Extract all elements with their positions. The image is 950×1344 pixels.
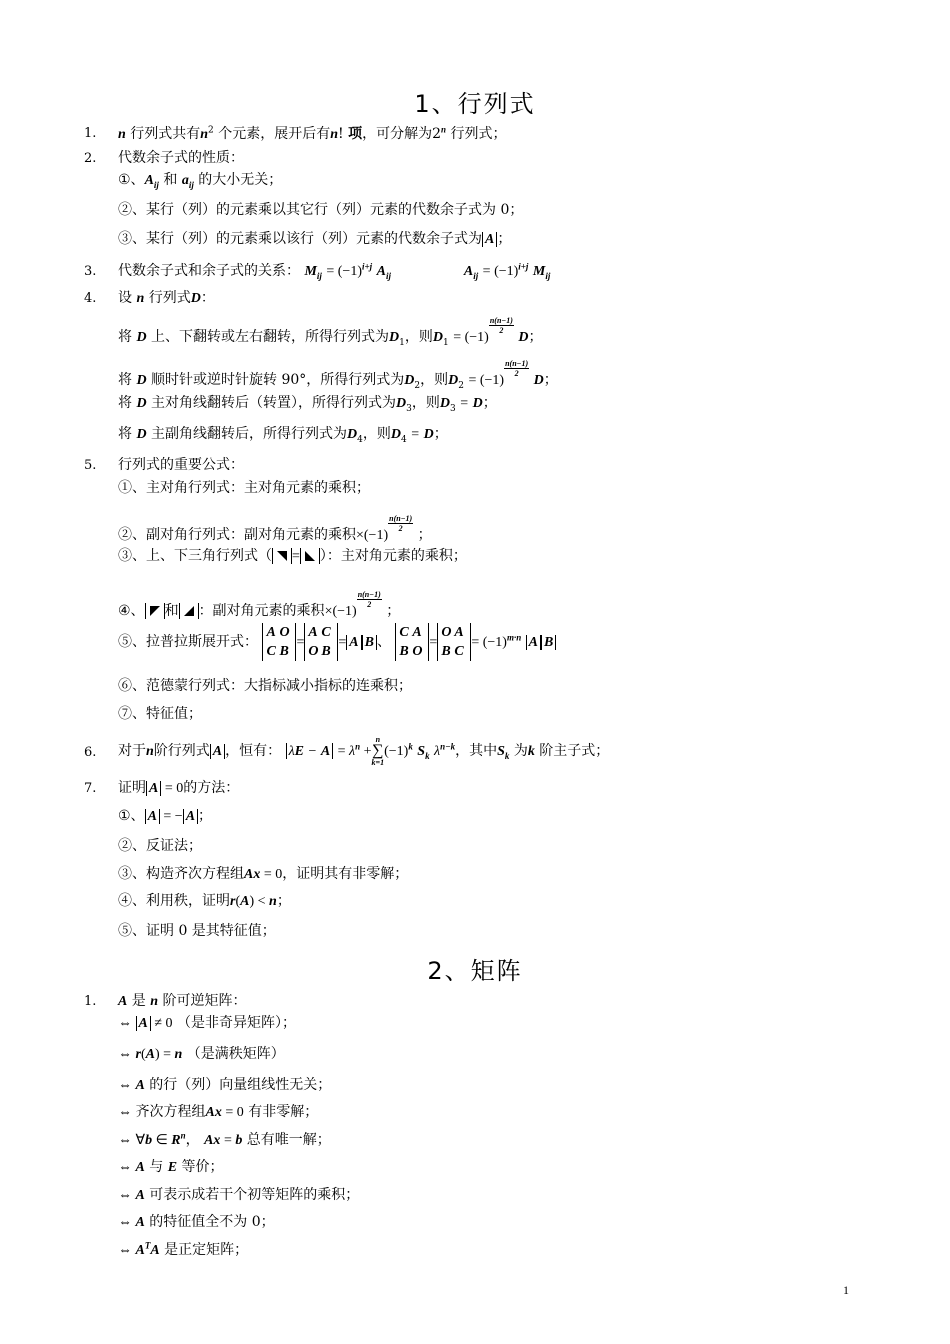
item-1-line: n 行列式共有$n^2$ 个元素，展开后有n! 项，可分解为2$^n$ 行列式； xyxy=(118,124,507,142)
item-5-g: ⑦、特征值； xyxy=(118,706,202,722)
item-5-d: ④、 和 ：副对角元素的乘积×(−1) $\frac{n(n-1)}{2}$ ； xyxy=(118,590,401,619)
item-4-heading: 设 n 行列式D： xyxy=(118,290,215,306)
page-number: 1 xyxy=(843,1283,849,1297)
anti-upper-triangle-icon xyxy=(150,606,160,616)
item-4-transpose: 将 D 主对角线翻转后（转置），所得行列式为$D_3$，则$D_3 = D$； xyxy=(118,395,497,414)
anti-lower-triangle-icon xyxy=(184,606,194,616)
lower-triangle-icon xyxy=(305,551,315,561)
section-title-determinant: 1、行列式 xyxy=(414,90,536,118)
item-2-heading: 代数余子式的性质： xyxy=(118,150,244,166)
item-number: 1. xyxy=(84,126,97,141)
upper-triangle-icon xyxy=(277,551,287,561)
item-5-c: ③、上、下三角行列式（ = ）：主对角元素的乘积； xyxy=(118,548,467,564)
item-5-f: ⑥、范德蒙行列式：大指标减小指标的连乘积； xyxy=(118,678,412,694)
item-number: 3. xyxy=(84,264,97,279)
item-number: 6. xyxy=(84,745,97,760)
item-7-b: ②、反证法； xyxy=(118,838,202,854)
item-7-d: ④、利用秩，证明r(A) < n； xyxy=(118,893,291,909)
item-2-sub-2: ②、某行（列）的元素乘以其它行（列）元素的代数余子式为 0； xyxy=(118,202,524,218)
equiv-2: ⇔ r(A) = n （是满秩矩阵） xyxy=(118,1046,285,1062)
item-5-b: ②、副对角行列式：副对角元素的乘积×(−1) $\frac{n(n-1)}{2}$ ； xyxy=(118,514,432,543)
equiv-1: ⇔ A ≠ 0 （是非奇异矩阵）； xyxy=(118,1015,296,1031)
item-number: 2. xyxy=(84,151,97,166)
item-2-sub-1: ①、$A_{ij}$ 和 $a_{ij}$ 的大小无关； xyxy=(118,172,283,190)
item-number: 7. xyxy=(84,781,97,796)
equiv-3: ⇔ A 的行（列）向量组线性无关； xyxy=(118,1077,332,1093)
item-5-heading: 行列式的重要公式： xyxy=(118,457,244,473)
item-4-anti-transpose: 将 D 主副角线翻转后，所得行列式为$D_4$，则$D_4 = D$； xyxy=(118,426,448,445)
item-6-line: 对于n阶行列式 A ，恒有： $\lambda E - A = \lambda^n$ + n ∑ k=1 $(-1)^k$ $S_k$ $\lambda^{n-k}$，其中$S_k$ 为k 阶主子式； xyxy=(118,735,610,767)
item-7-e: ⑤、证明 0 是其特征值； xyxy=(118,923,276,939)
item-3-line: 代数余子式和余子式的关系： $M_{ij} = (-1)^{i+j}$ $A_{ij}$ $A_{ij} = (-1)^{i+j}$ $M_{ij}$ xyxy=(118,261,551,281)
item-number: 1. xyxy=(84,994,97,1009)
section-title-matrix: 2、矩阵 xyxy=(427,957,523,985)
item-4-flip: 将 D 上、下翻转或左右翻转，所得行列式为$D_1$，则$D_1 = (-1)$ $\frac{n(n-1)}{2}$ D； xyxy=(118,316,543,348)
item-number: 5. xyxy=(84,458,97,473)
item-7-heading: 证明 A = 0的方法： xyxy=(118,780,240,796)
equiv-7: ⇔ A 可表示成若干个初等矩阵的乘积； xyxy=(118,1187,360,1203)
equiv-4: ⇔ 齐次方程组Ax = 0 有非零解； xyxy=(118,1104,319,1120)
item-4-rotate: 将 D 顺时针或逆时针旋转 90°，所得行列式为$D_2$，则$D_2 = (-1)$ $\frac{n(n-1)}{2}$ D； xyxy=(118,359,558,391)
equiv-8: ⇔ A 的特征值全不为 0； xyxy=(118,1214,275,1230)
equiv-9: ⇔ $A^TA$ 是正定矩阵； xyxy=(118,1240,249,1258)
item-5-e-laplace: ⑤、拉普拉斯展开式： A O C B=A C O B= A B 、 C A B O=O A B $C= (-1)^{m\cdot n}$ A B xyxy=(118,622,556,663)
item-7-a: ①、 A = − A ； xyxy=(118,808,213,824)
matrix-item-1-heading: A 是 n 阶可逆矩阵： xyxy=(118,993,247,1009)
item-number: 4. xyxy=(84,291,97,306)
equiv-5: ⇔ ∀b ∈ $R^n$， Ax = b 总有唯一解； xyxy=(118,1130,331,1148)
item-7-c: ③、构造齐次方程组Ax = 0，证明其有非零解； xyxy=(118,866,409,882)
equiv-6: ⇔ A 与 E 等价； xyxy=(118,1159,224,1175)
item-5-a: ①、主对角行列式：主对角元素的乘积； xyxy=(118,480,370,496)
item-2-sub-3: ③、某行（列）的元素乘以该行（列）元素的代数余子式为 A ； xyxy=(118,231,512,247)
